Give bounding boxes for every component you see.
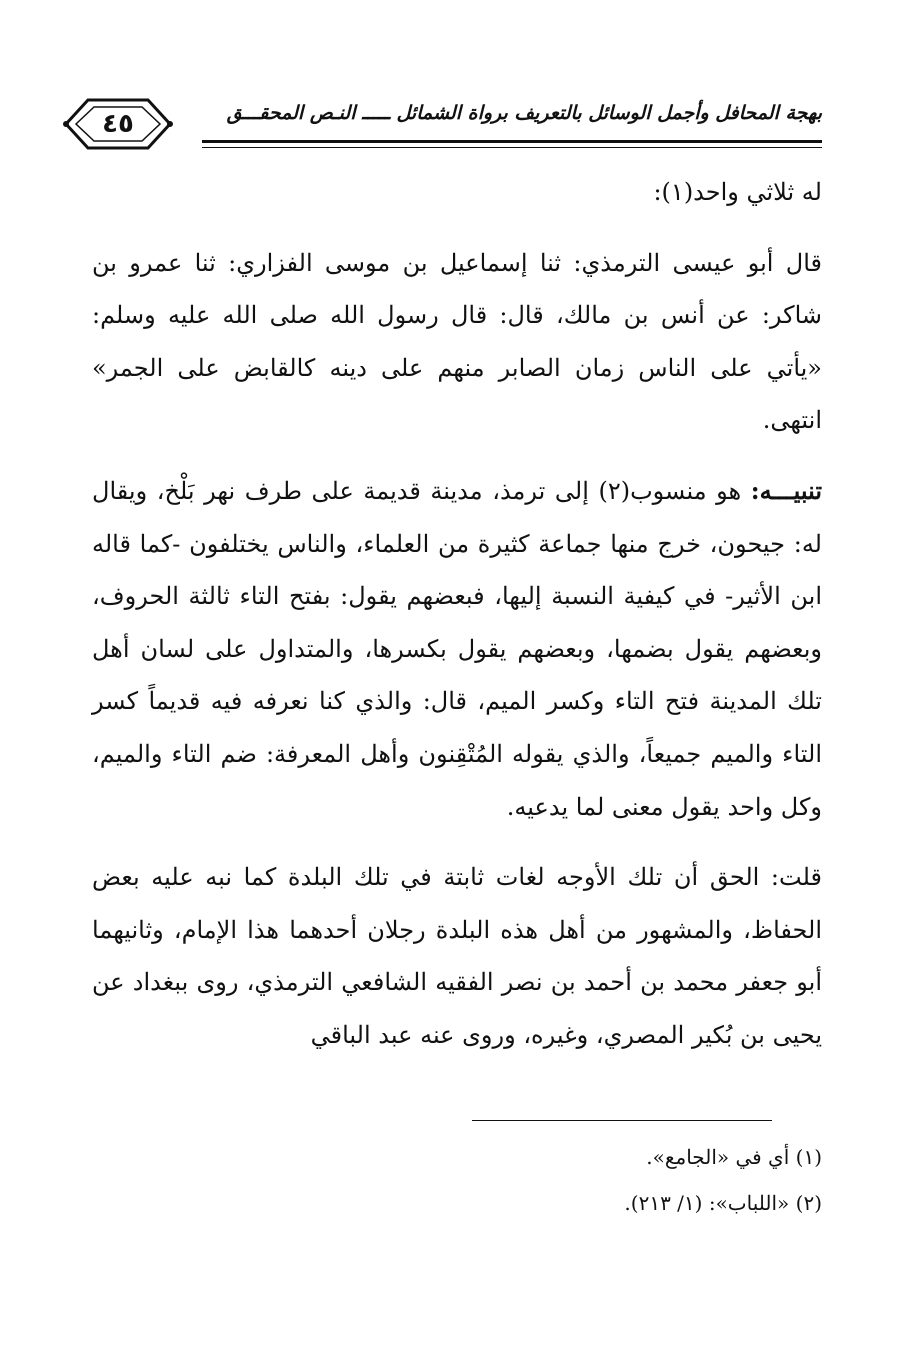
- header-rule: [202, 140, 822, 143]
- paragraph-text: له ثلاثي واحد(١):: [653, 178, 822, 206]
- paragraph-intro: [92, 166, 822, 219]
- paragraph-comment: [92, 851, 822, 1061]
- paragraph-note: [92, 465, 822, 833]
- footnote-divider: [472, 1120, 772, 1121]
- footnote-1: (١) أي في «الجامع».: [646, 1145, 822, 1169]
- running-title: بهجة المحافل وأجمل الوسائل بالتعريف برواة الشمائل ـــــ النـص المحقـــق: [226, 102, 822, 124]
- header-rule-thin: [202, 147, 822, 148]
- footnote-2: (٢) «اللباب»: (١/ ٢١٣).: [624, 1191, 822, 1215]
- page-header: [62, 92, 822, 156]
- page-number: ٤٥: [102, 109, 134, 139]
- footnotes: [92, 1134, 822, 1226]
- paragraph-text: قلت: الحق أن تلك الأوجه لغات ثابتة في تلك البلدة كما نبه عليه بعض الحفاظ، والمشهور من أهل هذه البلدة رجلان أحدهما هذا الإمام، وثانيهما أبو جعفر محمد بن أحمد بن نصر الفقيه الشافعي الترمذي، روى ببغداد عن يحيى بن بُكير المصري، وغيره، وروى عنه عبد الباقي: [92, 863, 822, 1049]
- paragraph-hadith: [92, 237, 822, 447]
- paragraph-text: هو منسوب(٢) إلى ترمذ، مدينة قديمة على طرف نهر بَلْخ، ويقال له: جيحون، خرج منها جماعة كثيرة من العلماء، والناس يختلفون -كما قاله ابن الأثير- في كيفية النسبة إليها، فبعضهم يقول: بفتح التاء ثالثة الحروف، وبعضهم يقول بضمها، وبعضهم يقول بكسرها، والمتداول على لسان أهل تلك المدينة فتح التاء وكسر الميم، قال: والذي كنا نعرفه فيه قديماً كسر التاء والميم جميعاً، والذي يقوله المُتْقِنون وأهل المعرفة: ضم التاء والميم، وكل واحد يقول معنى لما يدعيه.: [92, 476, 823, 821]
- page-number-frame: [62, 92, 174, 156]
- main-text: [92, 166, 822, 1062]
- note-heading: تنبيـــه:: [750, 475, 822, 505]
- paragraph-text: قال أبو عيسى الترمذي: ثنا إسماعيل بن موسى الفزاري: ثنا عمرو بن شاكر: عن أنس بن مالك، قال: قال رسول الله صلى الله عليه وسلم: «يأتي على الناس زمان الصابر منهم على دينه كالقابض على الجمر» انتهى.: [92, 248, 822, 435]
